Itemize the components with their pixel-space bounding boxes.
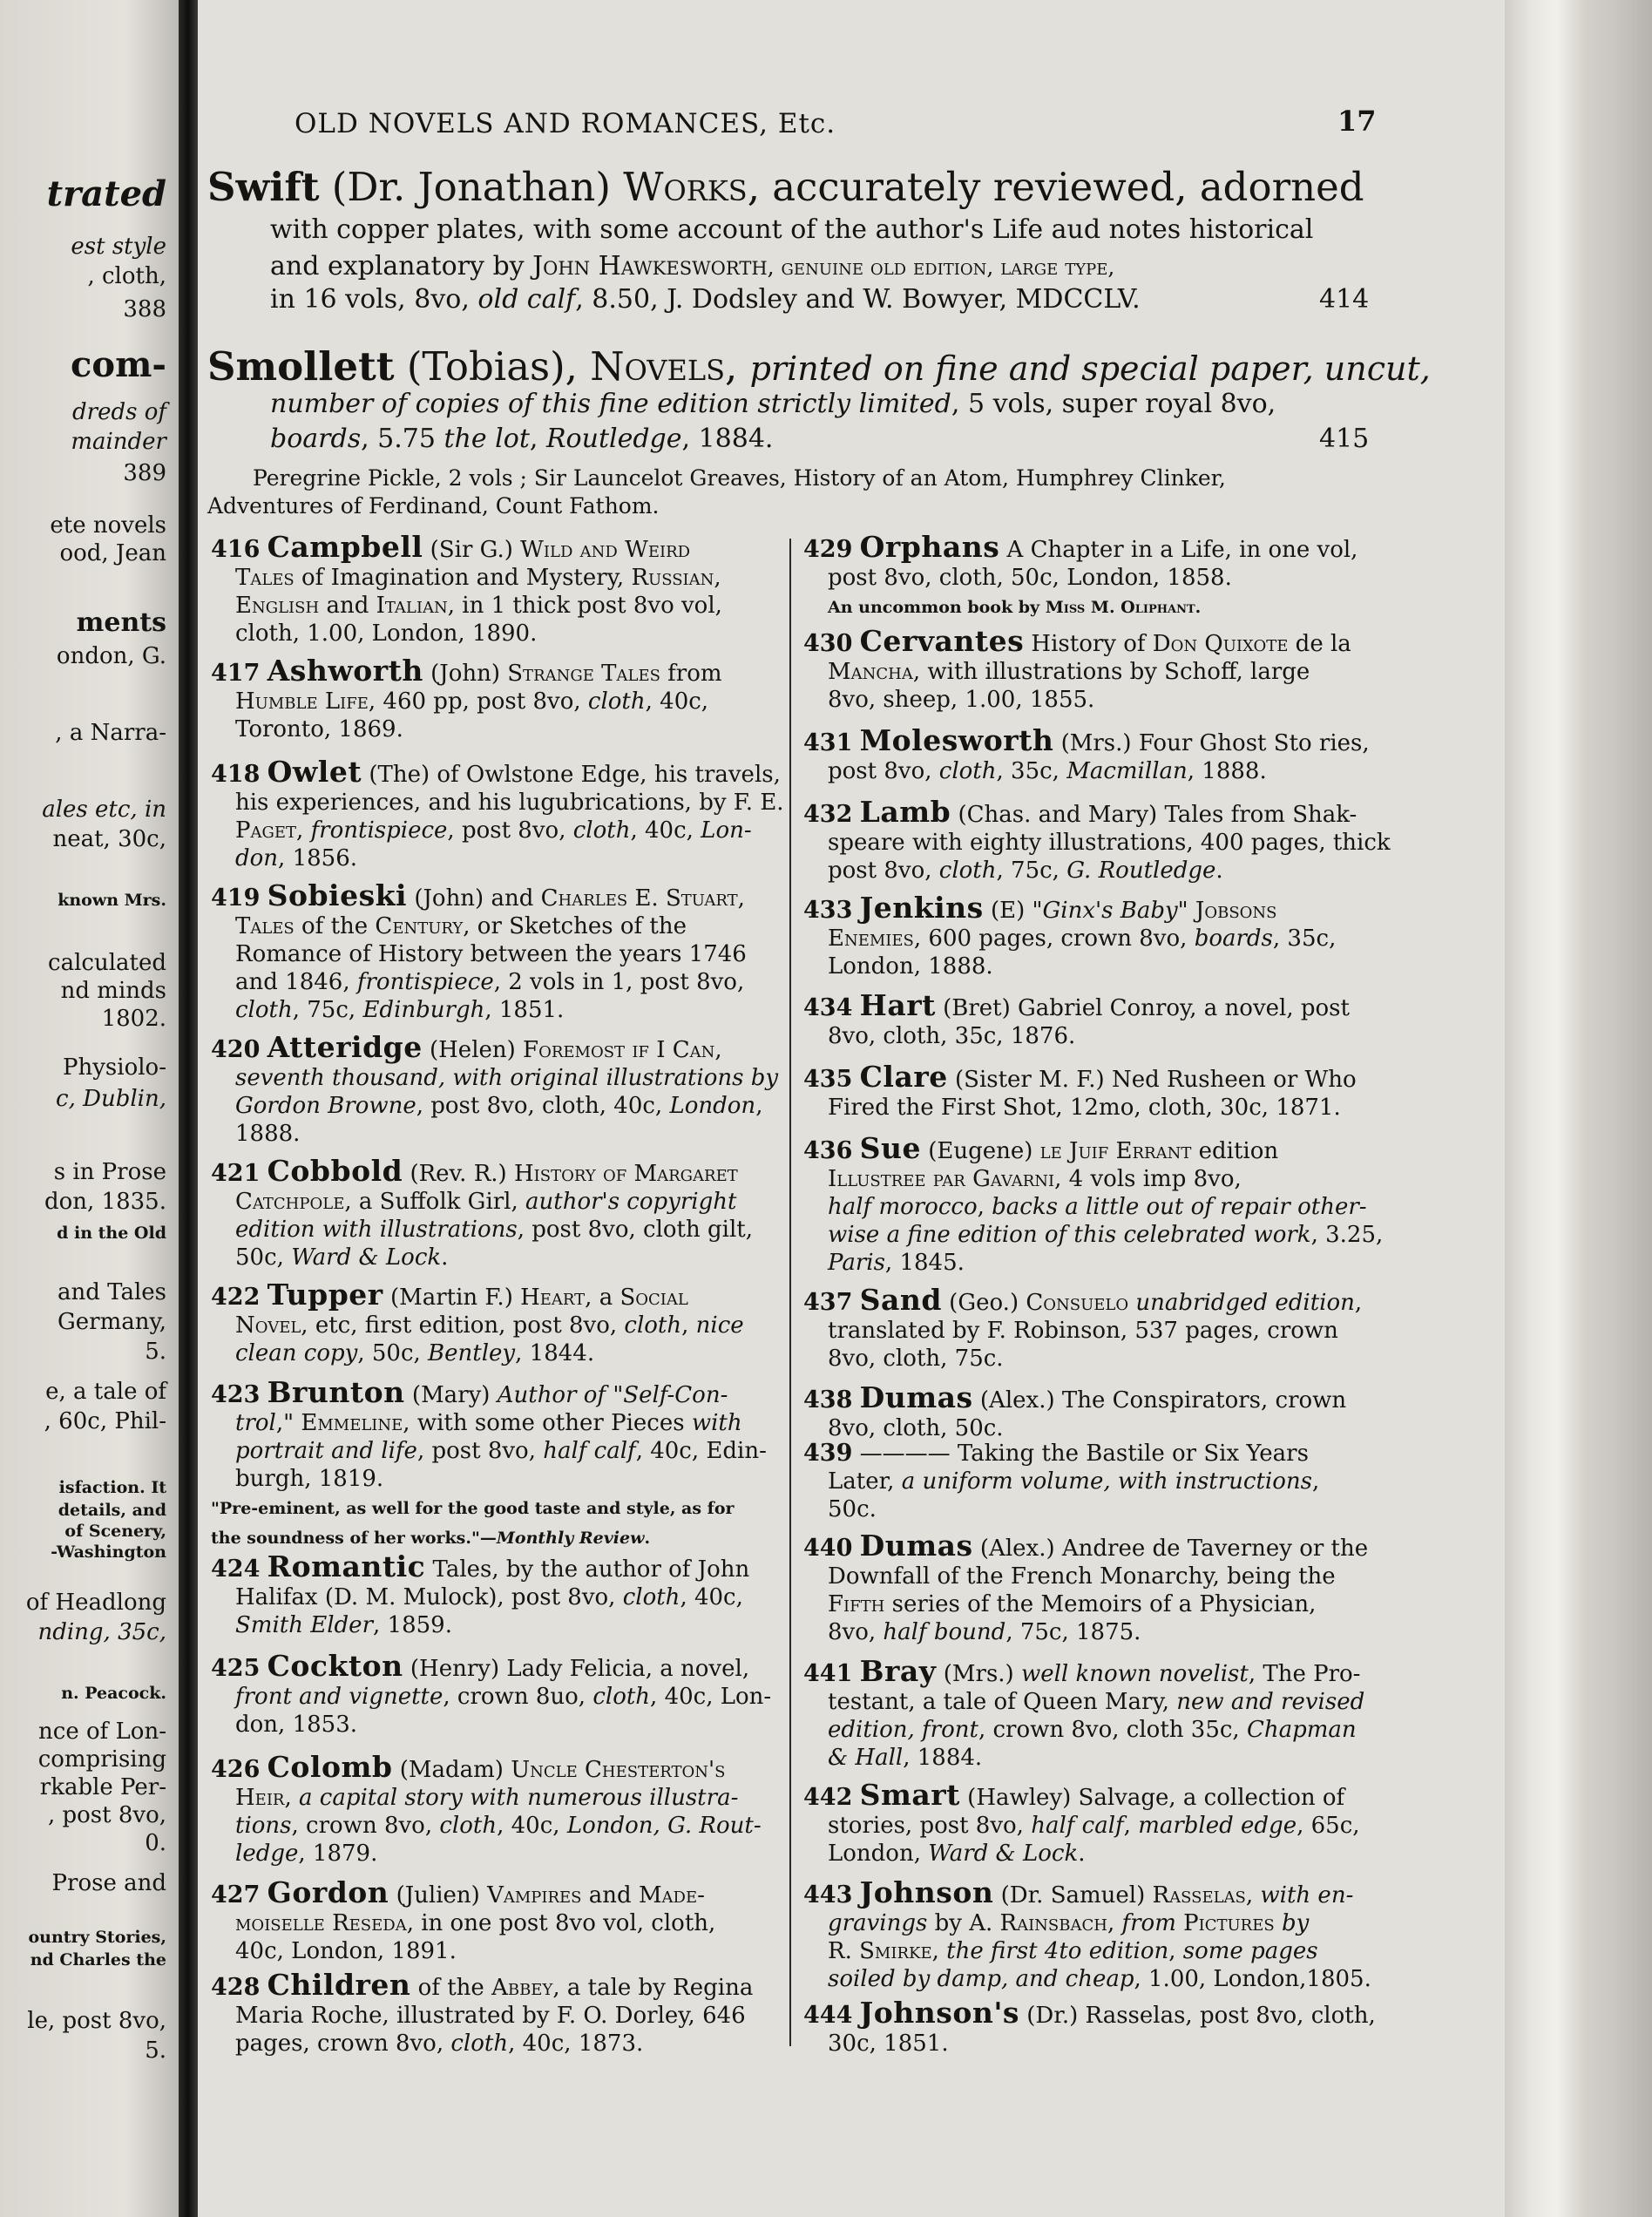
facing-page-text: ood, Jean [59,540,166,566]
entry-line: 418 Owlet (The) of Owlstone Edge, his travels, [211,755,781,789]
facing-page-text: mainder [71,429,166,455]
entry-line: seventh thousand, with original illustrations by [235,1065,779,1091]
page-edge [1505,0,1652,2217]
facing-page-text: nce of Lon- [38,1719,166,1745]
entry-line: 420 Atteridge (Helen) Foremost if I Can, [211,1030,722,1064]
catalog-entry [211,654,786,743]
catalog-entry [211,1750,786,1868]
entry-line: Tales of the Century, or Sketches of the [235,913,687,939]
catalog-entry [803,624,1378,714]
entry-line: 30c, 1851. [828,2031,949,2057]
catalog-entry [211,1375,786,1552]
entry-414-line4: in 16 vols, 8vo, old calf, 8.50, J. Dodsley and W. Bowyer, MDCCLV. [270,284,1141,315]
facing-page-text: 5. [145,1339,166,1365]
entry-line: cloth, 75c, Edinburgh, 1851. [235,997,565,1023]
entry-line: edition, front, crown 8vo, cloth 35c, Chapman [828,1717,1357,1743]
entry-line: 8vo, half bound, 75c, 1875. [828,1619,1141,1645]
entry-line: 440 Dumas (Alex.) Andree de Taverney or the [803,1529,1369,1563]
entry-line: Paget, frontispiece, post 8vo, cloth, 40c, Lon- [235,817,752,844]
entry-414-line3: and explanatory by John Hawkesworth, genuine old edition, large type, [270,251,1115,281]
facing-page-text: e, a tale of [45,1379,166,1405]
facing-page-text: nding, 35c, [37,1619,166,1645]
entry-line: tions, crown 8vo, cloth, 40c, London, G. Rout- [235,1813,762,1839]
facing-page-text: n. Peacock. [61,1684,166,1703]
entry-414-line1: Swift (Dr. Jonathan) Works, accurately reviewed, adorned [207,164,1364,210]
entry-line: and 1846, frontispiece, 2 vols in 1, post 8vo, [235,969,745,995]
entry-line: 417 Ashworth (John) Strange Tales from [211,654,722,688]
entry-line: Downfall of the French Monarchy, being the [828,1563,1336,1590]
facing-page-text: calculated [48,950,166,976]
catalog-entry [803,530,1378,621]
catalog-entry [211,755,786,872]
entry-line: ledge, 1879. [235,1841,378,1867]
catalog-entry [803,1380,1378,1442]
entry-line: London, 1888. [828,953,993,980]
entry-line: 422 Tupper (Martin F.) Heart, a Social [211,1278,688,1312]
catalog-entry [211,1875,786,1965]
entry-line: Fired the First Shot, 12mo, cloth, 30c, 1871. [828,1095,1341,1121]
entry-line: Maria Roche, illustrated by F. O. Dorley, 646 [235,2003,746,2029]
entry-line: 427 Gordon (Julien) Vampires and Made- [211,1875,705,1909]
entry-line: 432 Lamb (Chas. and Mary) Tales from Shak- [803,795,1357,829]
entry-415-contents: Peregrine Pickle, 2 vols ; Sir Launcelot Greaves, History of an Atom, Humphrey Clinker, [253,465,1226,491]
catalog-entry [211,1154,786,1271]
entry-line: post 8vo, cloth, 75c, G. Routledge. [828,858,1223,884]
catalog-entry [803,988,1378,1050]
facing-page-text: nd minds [60,978,166,1004]
entry-line: moiselle Reseda, in one post 8vo vol, cloth, [235,1910,716,1936]
entry-line: front and vignette, crown 8uo, cloth, 40c, Lon- [235,1684,772,1710]
catalog-entry [211,1649,786,1739]
entry-line: post 8vo, cloth, 35c, Macmillan, 1888. [828,758,1267,784]
entry-line: 444 Johnson's (Dr.) Rasselas, post 8vo, cloth, [803,1996,1376,2030]
entry-line: Paris, 1845. [828,1250,965,1276]
entry-line: 443 Johnson (Dr. Samuel) Rasselas, with en- [803,1875,1354,1909]
entry-line: 442 Smart (Hawley) Salvage, a collection of [803,1778,1345,1812]
facing-page-text: le, post 8vo, [27,2008,166,2034]
facing-page-text: est style [71,234,166,260]
catalog-entry [211,1968,786,2058]
entry-line: 8vo, sheep, 1.00, 1855. [828,687,1095,713]
entry-line: 423 Brunton (Mary) Author of "Self-Con- [211,1375,728,1409]
entry-line: trol," Emmeline, with some other Pieces with [235,1410,742,1436]
entry-line: translated by F. Robinson, 537 pages, crown [828,1318,1338,1344]
entry-line: 439 ———— Taking the Bastile or Six Years [803,1440,1309,1467]
facing-page-text: -Washington [51,1542,166,1562]
entry-line: 436 Sue (Eugene) le Juif Errant edition [803,1131,1279,1165]
entry-line: 426 Colomb (Madam) Uncle Chesterton's [211,1750,726,1784]
entry-line: Later, a uniform volume, with instructions, [828,1468,1320,1495]
headword-smollett: Smollett [207,343,395,390]
entry-414-line2: with copper plates, with some account of the author's Life aud notes historical [270,214,1314,245]
catalog-entry [803,1875,1378,1993]
entry-line: 8vo, cloth, 35c, 1876. [828,1023,1076,1049]
entry-line: Tales of Imagination and Mystery, Russian, [235,565,721,591]
entry-line: An uncommon book by Miss M. Oliphant. [828,598,1202,617]
facing-page-text: d in the Old [57,1224,166,1243]
facing-page-text: 389 [123,460,166,486]
entry-line: 1888. [235,1121,301,1147]
facing-page-text: Physiolo- [63,1054,166,1081]
facing-page-text: ments [76,607,166,638]
entry-line: English and Italian, in 1 thick post 8vo vol, [235,593,722,619]
facing-page-text: 5. [145,2037,166,2064]
facing-page-text: ondon, G. [56,643,166,669]
entry-line: Halifax (D. M. Mulock), post 8vo, cloth, 40c, [235,1584,743,1610]
catalog-entry [803,723,1378,785]
entry-line: Mancha, with illustrations by Schoff, large [828,659,1310,685]
catalog-entry [803,1529,1378,1646]
entry-line: 40c, London, 1891. [235,1938,457,1964]
facing-page-text: , 60c, Phil- [44,1408,166,1434]
entry-line: 421 Cobbold (Rev. R.) History of Margaret [211,1154,738,1188]
entry-line: Romance of History between the years 1746 [235,941,747,967]
catalog-entry [803,1060,1378,1122]
entry-line: Heir, a capital story with numerous illustra- [235,1785,739,1811]
entry-line: 431 Molesworth (Mrs.) Four Ghost Sto ries, [803,723,1370,757]
facing-page-text: c, Dublin, [56,1086,166,1112]
running-head: OLD NOVELS AND ROMANCES, Etc. [295,108,836,139]
entry-line: don, 1856. [235,845,358,871]
entry-line: 424 Romantic Tales, by the author of John [211,1549,750,1583]
catalog-entry [803,1131,1384,1277]
entry-line: wise a fine edition of this celebrated work, 3.25, [828,1222,1384,1248]
facing-page-text: 1802. [101,1006,166,1032]
entry-line: 50c, Ward & Lock. [235,1244,449,1271]
catalog-entry [803,1440,1378,1523]
facing-page-text: trated [46,173,166,214]
facing-page-text: details, and [58,1501,166,1520]
entry-line: Fifth series of the Memoirs of a Physician, [828,1591,1317,1617]
entry-line: Humble Life, 460 pp, post 8vo, cloth, 40c, [235,688,709,715]
entry-line: don, 1853. [235,1712,358,1738]
entry-line: 430 Cervantes History of Don Quixote de la [803,624,1351,658]
entry-line: portrait and life, post 8vo, half calf, 40c, Edin- [235,1438,767,1464]
facing-page-text: 388 [123,296,166,322]
entry-line: pages, crown 8vo, cloth, 40c, 1873. [235,2031,644,2057]
entry-line: Toronto, 1869. [235,716,403,742]
facing-page-text: ountry Stories, [28,1928,166,1947]
book-gutter [179,0,198,2217]
entry-line: the soundness of her works."—Monthly Review. [211,1529,651,1548]
entry-line: Novel, etc, first edition, post 8vo, cloth, nice [235,1312,744,1339]
catalog-entry [211,1278,786,1367]
facing-page-text: rkable Per- [39,1774,166,1800]
entry-415-line3: boards, 5.75 the lot, Routledge, 1884. [270,424,774,454]
catalog-entry [803,891,1378,980]
entry-line: "Pre-eminent, as well for the good taste and style, as for [211,1499,735,1518]
entry-line: Illustree par Gavarni, 4 vols imp 8vo, [828,1166,1242,1192]
facing-page-text: Prose and [51,1870,166,1896]
catalog-entry [803,795,1391,885]
facing-page-text: known Mrs. [58,891,166,910]
facing-page-text: ales etc, in [42,797,166,823]
entry-line: clean copy, 50c, Bentley, 1844. [235,1340,595,1366]
entry-line: Enemies, 600 pages, crown 8vo, boards, 35c, [828,925,1337,952]
entry-line: testant, a tale of Queen Mary, new and revised [828,1689,1365,1715]
catalog-entry [211,1030,786,1148]
catalog-entry [803,1654,1378,1772]
column-divider [789,539,791,2046]
entry-415-line2: number of copies of this fine edition strictly limited, 5 vols, super royal 8vo, [270,389,1276,419]
catalog-entry [211,1549,786,1639]
item-number-414: 414 [1319,284,1370,315]
facing-page-text: , post 8vo, [47,1802,166,1828]
catalog-entry [803,1283,1378,1373]
facing-page-text: neat, 30c, [52,826,166,852]
facing-page-fragment [0,0,179,2217]
entry-415-contents-cont: Adventures of Ferdinand, Count Fathom. [207,493,660,519]
entry-line: stories, post 8vo, half calf, marbled edge, 65c, [828,1813,1360,1839]
item-number-415: 415 [1319,424,1370,454]
entry-line: 8vo, cloth, 75c. [828,1346,1004,1372]
entry-line: cloth, 1.00, London, 1890. [235,620,538,647]
entry-line: 419 Sobieski (John) and Charles E. Stuart, [211,878,745,912]
facing-page-text: comprising [37,1746,166,1773]
entry-line: 435 Clare (Sister M. F.) Ned Rusheen or Who [803,1060,1357,1094]
catalog-entry [211,530,786,647]
entry-line: 416 Campbell (Sir G.) Wild and Weird [211,530,691,564]
catalog-entry [211,878,786,1024]
entry-line: burgh, 1819. [235,1466,384,1492]
facing-page-text: , cloth, [87,263,166,289]
entry-415-line1: Smollett (Tobias), Novels, printed on fine and special paper, uncut, [207,343,1431,390]
facing-page-text: dreds of [72,399,166,425]
facing-page-text: , a Narra- [55,720,166,746]
entry-line: half morocco, backs a little out of repair other- [828,1194,1367,1220]
facing-page-text: and Tales [57,1279,166,1305]
entry-line: his experiences, and his lugubrications, by F. E. [235,790,784,816]
catalog-entry [803,1996,1378,2058]
entry-line: gravings by A. Rainsbach, from Pictures by [828,1910,1310,1936]
entry-line: London, Ward & Lock. [828,1841,1086,1867]
entry-line: 437 Sand (Geo.) Consuelo unabridged edition, [803,1283,1363,1317]
facing-page-text: nd Charles the [30,1950,166,1970]
entry-line: speare with eighty illustrations, 400 pages, thick [828,830,1391,856]
entry-line: Catchpole, a Suffolk Girl, author's copyright [235,1189,737,1215]
page-number: 17 [1337,105,1377,138]
headword-swift: Swift [207,164,320,210]
entry-line: 8vo, cloth, 50c. [828,1415,1004,1441]
entry-line: Smith Elder, 1859. [235,1612,452,1638]
facing-page-text: of Scenery, [64,1522,166,1541]
entry-line: soiled by damp, and cheap, 1.00, London,1805. [828,1966,1371,1992]
entry-line: 438 Dumas (Alex.) The Conspirators, crown [803,1380,1347,1414]
entry-line: & Hall, 1884. [828,1745,983,1771]
entry-line: R. Smirke, the first 4to edition, some pages [828,1938,1318,1964]
entry-line: 433 Jenkins (E) "Ginx's Baby" Jobsons [803,891,1277,925]
facing-page-text: s in Prose [53,1159,166,1185]
facing-page-text: don, 1835. [44,1189,166,1215]
entry-line: 50c. [828,1496,877,1522]
entry-line: 429 Orphans A Chapter in a Life, in one vol, [803,530,1358,564]
entry-line: 425 Cockton (Henry) Lady Felicia, a novel, [211,1649,750,1683]
facing-page-text: of Headlong [25,1590,166,1616]
facing-page-text: com- [71,344,166,385]
facing-page-text: 0. [145,1830,166,1856]
entry-line: 434 Hart (Bret) Gabriel Conroy, a novel, post [803,988,1350,1022]
facing-page-text: isfaction. It [58,1478,166,1497]
entry-line: 428 Children of the Abbey, a tale by Regina [211,1968,754,2002]
facing-page-text: Germany, [58,1309,166,1335]
entry-line: Gordon Browne, post 8vo, cloth, 40c, London, [235,1093,763,1119]
facing-page-text: ete novels [50,512,166,539]
entry-line: edition with illustrations, post 8vo, cloth gilt, [235,1217,753,1243]
entry-line: 441 Bray (Mrs.) well known novelist, The Pro- [803,1654,1361,1688]
catalog-entry [803,1778,1378,1868]
entry-line: post 8vo, cloth, 50c, London, 1858. [828,565,1232,591]
